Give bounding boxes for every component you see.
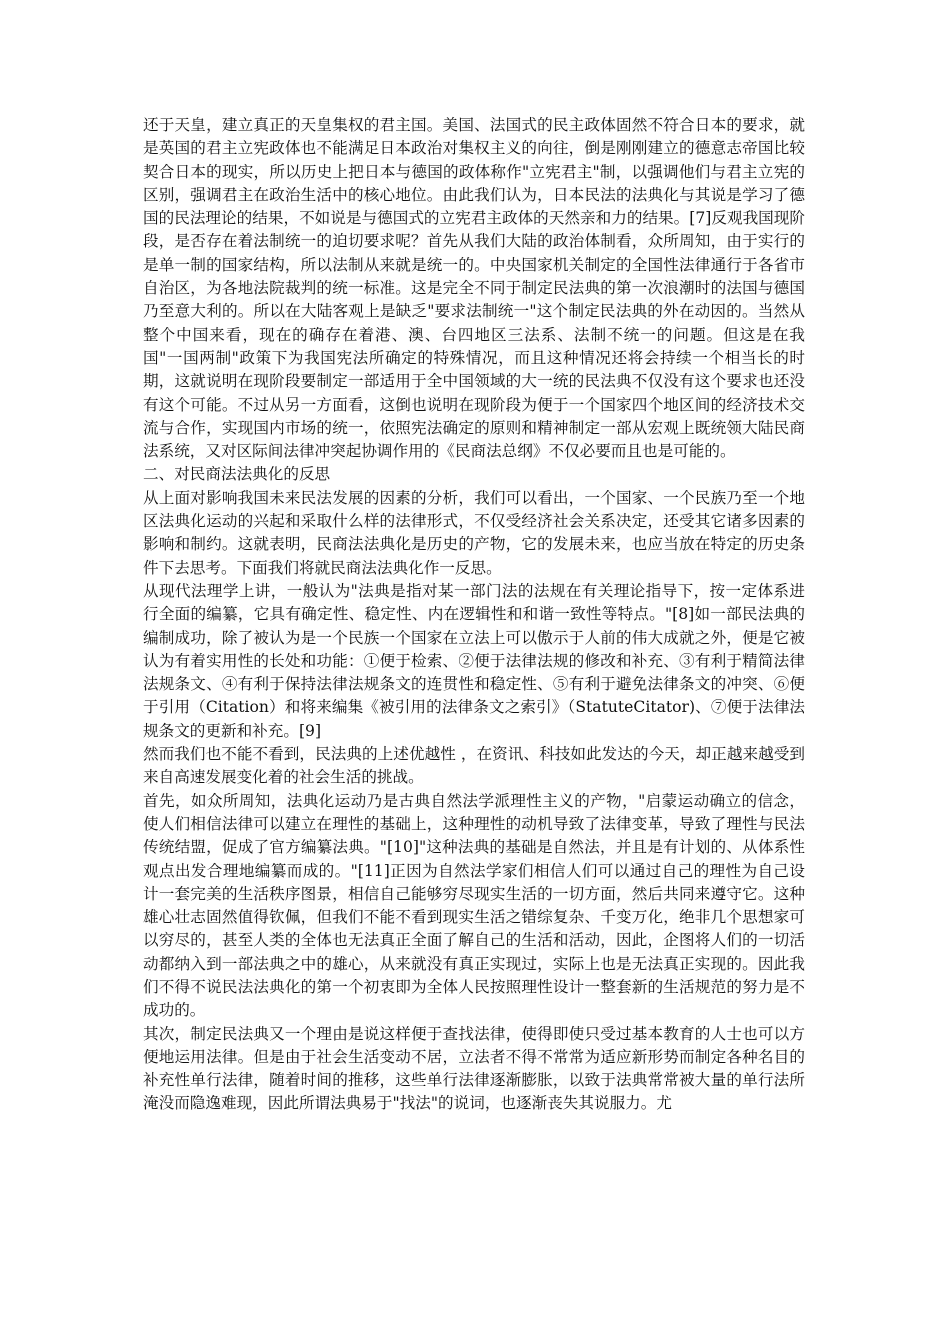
section-heading: 二、对民商法法典化的反思 (143, 465, 331, 484)
paragraph-1: 还于天皇，建立真正的天皇集权的君主国。美国、法国式的民主政体固然不符合日本的要求，就是英国的君主立宪政体也不能满足日本政治对集权主义的向往，倒是刚刚建立的德意志帝国比较契合日本的现实，所以历史上把日本与德国的政体称作"立宪君主"制，以强调他们与君主立宪的区别，强调君主在政治生活中的核心地位。由此我们认为，日本民法的法典化与其说是学习了德国的民法理论的结果，不如说是与德国式的立宪君主政体的天然亲和力的结果。[7]反观我国现阶段，是否存在着法制统一的迫切要求呢？首先从我们大陆的政治体制看，众所周知，由于实行的是单一制的国家结构，所以法制从来就是统一的。中央国家机关制定的全国性法律通行于各省市自治区，为各地法院裁判的统一标准。这是完全不同于制定民法典的第一次浪潮时的法国与德国乃至意大利的。所以在大陆客观上是缺乏"要求法制统一"这个制定民法典的外在动因的。当然从整个中国来看，现在的确存在着港、澳、台四地区三法系、法制不统一的问题。但这是在我国"一国两制"政策下为我国宪法所确定的特殊情况，而且这种情况还将会持续一个相当长的时期，这就说明在现阶段要制定一部适用于全中国领域的大一统的民法典不仅没有这个要求也还没有这个可能。不过从另一方面看，这倒也说明在现阶段为便于一个国家四个地区间的经济技术交流与合作，实现国内市场的统一，依照宪法确定的原则和精神制定一部从宏观上既统领大陆民商法系统，又对区际间法律冲突起协调作用的《民商法总纲》不仅必要而且也是可能的。 (143, 116, 805, 461)
paragraph-4: 然而我们也不能不看到，民法典的上述优越性 ，在资讯、科技如此发达的今天，却正越来越受到来自高速发展变化着的社会生活的挑战。 (143, 745, 805, 787)
paragraph-5: 首先，如众所周知，法典化运动乃是古典自然法学派理性主义的产物，"启蒙运动确立的信念，使人们相信法律可以建立在理性的基础上，这种理性的动机导致了法律变革，导致了理性与民法传统结盟，促成了官方编纂法典。"[10]"这种法典的基础是自然法，并且是有计划的、从体系性观点出发合理地编纂而成的。"[11]正因为自然法学家们相信人们可以通过自己的理性为自己设计一套完美的生活秩序图景，相信自己能够穷尽现实生活的一切方面，然后共同来遵守它。这种雄心壮志固然值得钦佩，但我们不能不看到现实生活之错综复杂、千变万化，绝非几个思想家可以穷尽的，甚至人类的全体也无法真正全面了解自己的生活和活动，因此，企图将人们的一切活动都纳入到一部法典之中的雄心，从来就没有真正实现过，实际上也是无法真正实现的。因此我们不得不说民法法典化的第一个初衷即为全体人民按照理性设计一整套新的生活规范的努力是不成功的。 (143, 791, 805, 1020)
paragraph-6: 其次，制定民法典又一个理由是说这样便于查找法律，使得即使只受过基本教育的人士也可以方便地运用法律。但是由于社会生活变动不居，立法者不得不常常为适应新形势而制定各种名目的补充性单行法律，随着时间的推移，这些单行法律逐渐膨胀，以致于法典常常被大量的单行法所淹没而隐逸难现，因此所谓法典易于"找法"的说词，也逐渐丧失其说服力。尤 (143, 1024, 805, 1113)
paragraph-2: 从上面对影响我国未来民法发展的因素的分析，我们可以看出，一个国家、一个民族乃至一个地区法典化运动的兴起和采取什么样的法律形式，不仅受经济社会关系决定，还受其它诸多因素的影响和制约。这就表明，民商法法典化是历史的产物，它的发展未来，也应当放在特定的历史条件下去思考。下面我们将就民商法法典化作一反思。 (143, 488, 805, 577)
paragraph-3: 从现代法理学上讲，一般认为"法典是指对某一部门法的法规在有关理论指导下，按一定体系进行全面的编纂，它具有确定性、稳定性、内在逻辑性和和谐一致性等特点。"[8]如一部民法典的编制成功，除了被认为是一个民族一个国家在立法上可以傲示于人前的伟大成就之外，便是它被认为有着实用性的长处和功能：①便于检索、②便于法律法规的修改和补充、③有利于精简法律法规条文、④有利于保持法律法规条文的连贯性和稳定性、⑤有利于避免法律条文的冲突、⑥便于引用（Citation）和将来编集《被引用的法律条文之索引》（StatuteCitator)、⑦便于法律法规条文的更新和补充。[9] (143, 581, 805, 740)
document-page (143, 114, 805, 1116)
